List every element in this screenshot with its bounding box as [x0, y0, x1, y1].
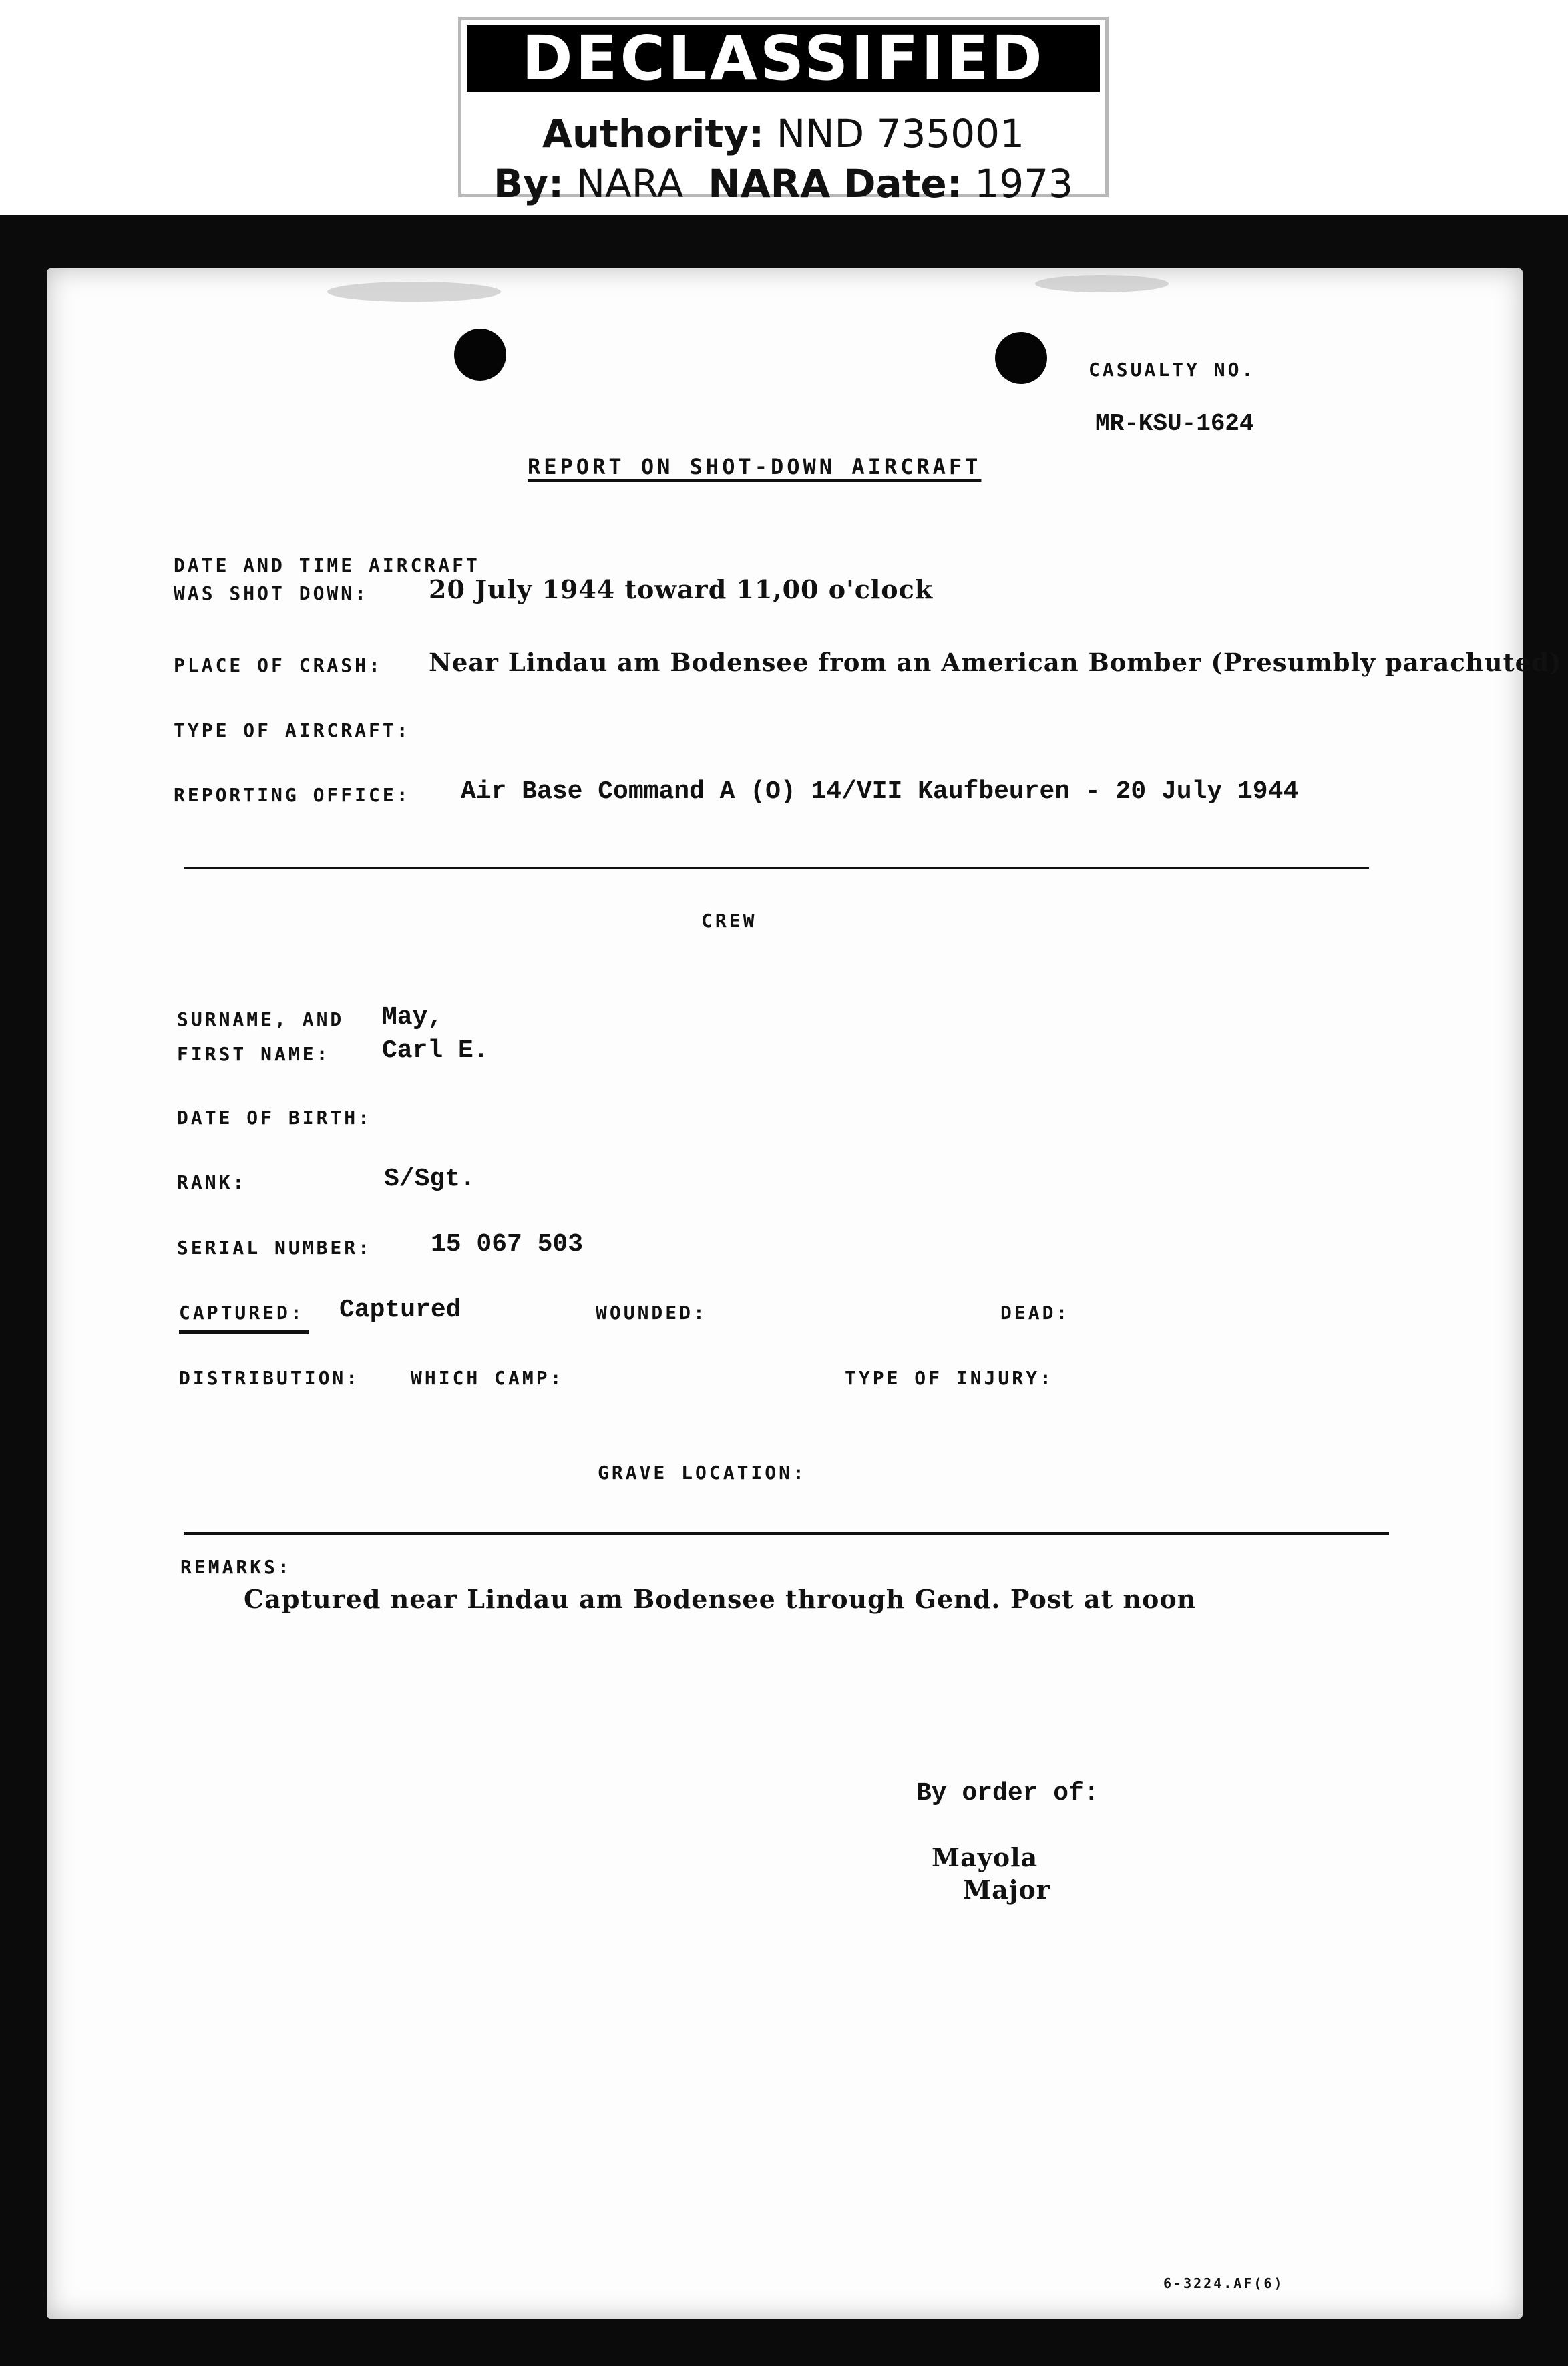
casualty-number-label: CASUALTY NO. [1089, 359, 1256, 381]
report-title: REPORT ON SHOT-DOWN AIRCRAFT [528, 454, 982, 479]
punch-hole-left [454, 329, 506, 381]
signatory-rank: Major [963, 1875, 1050, 1905]
scan-smudge [327, 282, 501, 302]
stamp-authority-label: Authority: [542, 111, 765, 156]
rank-value: S/Sgt. [384, 1165, 475, 1193]
captured-underline [179, 1330, 309, 1334]
captured-value: Captured [339, 1296, 461, 1324]
casualty-number-value: MR-KSU-1624 [1095, 410, 1254, 437]
stamp-date-value: 1973 [974, 161, 1073, 206]
form-number: 6-3224.AF(6) [1163, 2275, 1284, 2291]
date-time-label-line2: WAS SHOT DOWN: [174, 582, 369, 604]
first-name-value: Carl E. [382, 1036, 489, 1065]
punch-hole-right [995, 332, 1047, 384]
captured-label: CAPTURED: [179, 1302, 305, 1324]
date-of-birth-label: DATE OF BIRTH: [177, 1107, 373, 1129]
scan-smudge [1035, 275, 1169, 292]
stamp-by-value: NARA [576, 161, 684, 206]
stamp-authority-value: NND 735001 [776, 111, 1024, 156]
remarks-label: REMARKS: [180, 1556, 292, 1578]
stamp-by-label: By: [494, 161, 564, 206]
section-divider [184, 867, 1369, 869]
scan-frame [0, 215, 1568, 2366]
surname-label-line2: FIRST NAME: [177, 1043, 331, 1065]
which-camp-label: WHICH CAMP: [411, 1367, 564, 1389]
type-of-injury-label: TYPE OF INJURY: [845, 1367, 1054, 1389]
shot-down-date-value: 20 July 1944 toward 11,00 o'clock [429, 574, 934, 604]
surname-label-line1: SURNAME, AND [177, 1008, 345, 1030]
remarks-text: Captured near Lindau am Bodensee through Gend. Post at noon [244, 1584, 1197, 1614]
reporting-office-value: Air Base Command A (O) 14/VII Kaufbeuren - 20 July 1944 [461, 777, 1299, 806]
surname-value: May, [382, 1003, 443, 1032]
dead-label: DEAD: [1000, 1302, 1070, 1324]
stamp-authority-line [461, 110, 1105, 157]
place-of-crash-value: Near Lindau am Bodensee from an American Bomber (Presumbly parachuted) [429, 648, 1562, 677]
document-page [47, 268, 1562, 2319]
section-divider [184, 1532, 1389, 1535]
distribution-label: DISTRIBUTION: [179, 1367, 361, 1389]
rank-label: RANK: [177, 1171, 247, 1193]
grave-location-label: GRAVE LOCATION: [598, 1462, 807, 1484]
signatory-name: Mayola [932, 1842, 1038, 1872]
reporting-office-label: REPORTING OFFICE: [174, 784, 411, 806]
wounded-label: WOUNDED: [596, 1302, 707, 1324]
stamp-title: DECLASSIFIED [467, 25, 1100, 92]
crew-heading: CREW [701, 910, 757, 932]
serial-number-label: SERIAL NUMBER: [177, 1237, 373, 1259]
place-of-crash-label: PLACE OF CRASH: [174, 654, 383, 676]
type-of-aircraft-label: TYPE OF AIRCRAFT: [174, 719, 411, 741]
serial-number-value: 15 067 503 [431, 1230, 584, 1259]
date-time-label-line1: DATE AND TIME AIRCRAFT [174, 554, 480, 576]
by-order-of: By order of: [916, 1779, 1099, 1808]
declassified-stamp [458, 17, 1109, 206]
stamp-by-line [461, 160, 1105, 207]
stamp-date-label: NARA Date: [708, 161, 962, 206]
